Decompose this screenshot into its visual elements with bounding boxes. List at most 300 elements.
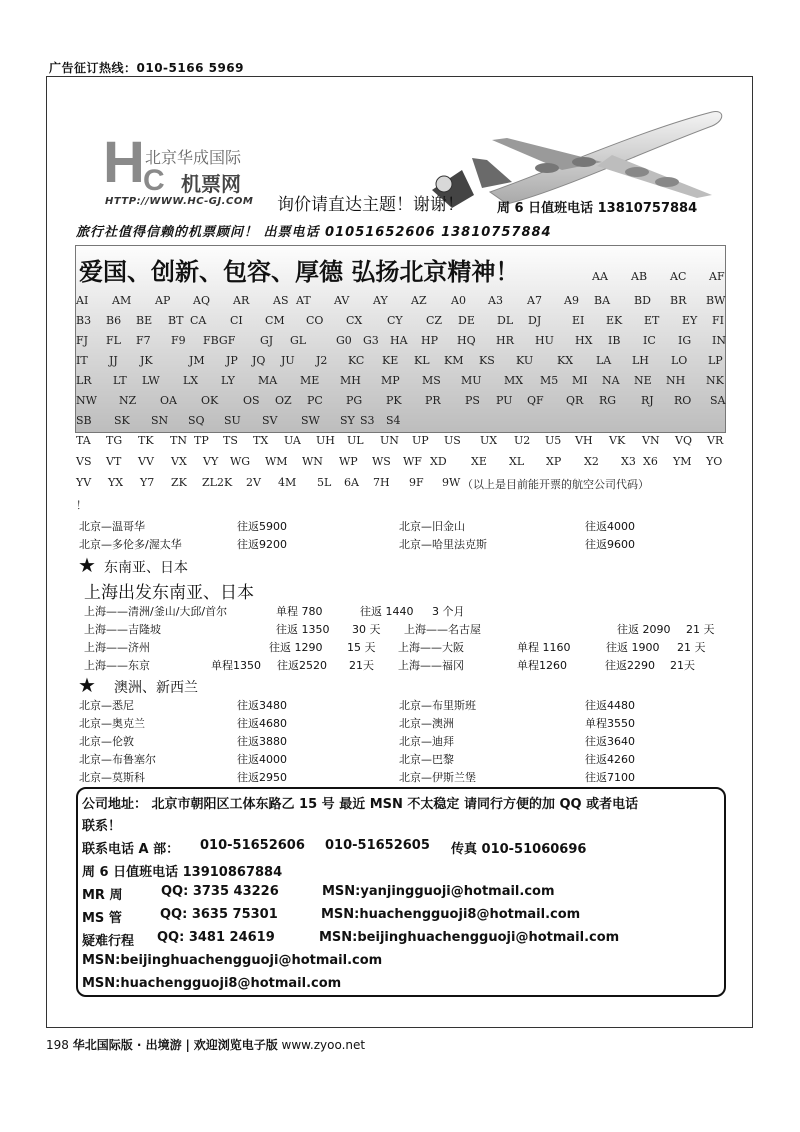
airline-code: HX [575, 334, 593, 347]
airline-code: JQ [252, 354, 266, 367]
airline-code: OS [243, 394, 260, 407]
airline-code: ME [300, 374, 320, 387]
route-validity: 15 天 [347, 641, 376, 654]
airline-code: PK [386, 394, 402, 407]
route-row [0, 639, 800, 657]
airline-code: SV [262, 414, 278, 427]
airline-code: RJ [641, 394, 654, 407]
airline-code: CO [306, 314, 324, 327]
airline-code: UH [316, 434, 335, 447]
airline-code: OZ [275, 394, 292, 407]
route-price: 往返 1440 [360, 605, 414, 618]
airline-code: G3 [363, 334, 379, 347]
airline-code: LY [221, 374, 235, 387]
airline-code: FJ [76, 334, 89, 347]
contact-person [82, 884, 722, 902]
route-price: 往返4260 [585, 753, 635, 766]
airline-code: LX [183, 374, 199, 387]
airline-code: X6 [643, 455, 658, 468]
airline-code: BE [136, 314, 153, 327]
airline-code: A9 [564, 294, 579, 307]
airline-code: LR [76, 374, 92, 387]
airline-code: NW [76, 394, 97, 407]
airline-code: PR [425, 394, 441, 407]
airline-code: BD [634, 294, 651, 307]
person-name: MS 管 [82, 911, 122, 926]
airline-code: AQ [193, 294, 210, 307]
welcome-text: 欢迎浏览电子版 [193, 1038, 278, 1052]
airline-code: WG [230, 455, 251, 468]
route-validity: 30 天 [352, 623, 381, 636]
airline-code: IG [678, 334, 692, 347]
airline-code: FL [106, 334, 121, 347]
airline-code: AF [709, 270, 725, 283]
route-price: 往返9200 [237, 538, 287, 551]
airline-code: XP [546, 455, 562, 468]
airline-code: S4 [386, 414, 401, 427]
airline-code: OK [201, 394, 219, 407]
section-title: 澳洲、新西兰 [114, 680, 198, 696]
airline-code: JJ [109, 354, 118, 367]
route-price: 往返 1290 [269, 641, 323, 654]
airline-code: AV [334, 294, 350, 307]
person-qq: QQ: 3635 75301 [160, 907, 278, 922]
airline-code: 2V [246, 476, 261, 489]
logo-company-name: 北京华成国际 [145, 148, 242, 167]
airline-code: MI [572, 374, 588, 387]
route-price: 往返3880 [237, 735, 287, 748]
airline-code: A3 [488, 294, 503, 307]
route-name: 北京—旧金山 [399, 520, 465, 533]
star-icon: ★ [78, 673, 96, 697]
airline-code: LO [671, 354, 688, 367]
airline-code: QR [566, 394, 584, 407]
airline-code: VX [171, 455, 187, 468]
airline-code: VT [106, 455, 122, 468]
person-name: MR 周 [82, 888, 123, 903]
person-qq: QQ: 3481 24619 [157, 930, 275, 945]
airline-code: J2 [316, 354, 328, 367]
airline-code: WN [302, 455, 323, 468]
route-name: 北京—多伦多/渥太华 [79, 538, 182, 551]
route-price: 往返2520 [277, 659, 327, 672]
airline-code: YM [673, 455, 692, 468]
airline-code: AM [112, 294, 132, 307]
airline-code: YX [108, 476, 124, 489]
airline-code: UL [347, 434, 364, 447]
airline-code: B6 [106, 314, 122, 327]
airline-code: CA [190, 314, 207, 327]
logo-letter-h: H [103, 130, 145, 195]
airline-code: ET [644, 314, 660, 327]
route-oneway: 单程 780 [276, 605, 323, 618]
airline-code: SN [151, 414, 169, 427]
airline-code: KC [348, 354, 365, 367]
airline-code: MX [504, 374, 524, 387]
code-row-2 [76, 314, 727, 332]
code-row-0 [76, 270, 727, 288]
airline-code: MP [381, 374, 400, 387]
contact-person [82, 907, 722, 925]
airline-code: UP [412, 434, 429, 447]
airline-code: IT [76, 354, 88, 367]
airline-code: TP [194, 434, 209, 447]
footer-separator: | [185, 1038, 190, 1052]
page-footer [46, 1036, 365, 1053]
airline-code: SY [340, 414, 355, 427]
airline-code: VQ [675, 434, 692, 447]
code-row-4 [76, 354, 727, 372]
airline-code: TK [138, 434, 154, 447]
person-msn: MSN:yanjingguoji@hotmail.com [322, 884, 555, 899]
route-name: 北京—悉尼 [79, 699, 134, 712]
route-row [0, 536, 800, 554]
weekend-phone-contact: 周 6 日值班电话 13910867884 [82, 865, 283, 880]
airline-code: IN [712, 334, 726, 347]
airline-code: SB [76, 414, 92, 427]
airline-code: TX [253, 434, 269, 447]
route-row [0, 603, 800, 621]
route-name: 上海——济州 [84, 641, 150, 654]
route-price: 往返7100 [585, 771, 635, 784]
airline-code: OA [160, 394, 177, 407]
route-price: 往返5900 [237, 520, 287, 533]
airline-code: S3 [360, 414, 375, 427]
airline-code: KM [444, 354, 464, 367]
code-row-7 [76, 414, 727, 432]
airline-code: VS [76, 455, 92, 468]
route-price: 往返2950 [237, 771, 287, 784]
airline-code: VR [707, 434, 724, 447]
airline-code: NZ [119, 394, 137, 407]
route-oneway: 单程1260 [517, 659, 567, 672]
airline-code: TS [223, 434, 238, 447]
route-price: 往返3640 [585, 735, 635, 748]
airline-code: AP [155, 294, 171, 307]
airline-code: U2 [514, 434, 531, 447]
route-price: 往返4480 [585, 699, 635, 712]
page-number: 198 [46, 1038, 69, 1052]
airline-code: SU [224, 414, 241, 427]
airline-code: CY [387, 314, 403, 327]
route-name: 北京—温哥华 [79, 520, 145, 533]
airline-code: LA [596, 354, 612, 367]
route-price: 往返4000 [585, 520, 635, 533]
airline-code: F7 [136, 334, 151, 347]
route-name: 上海——清洲/釜山/大邱/首尔 [84, 605, 228, 618]
airline-code: MH [340, 374, 361, 387]
airline-code: 9F [409, 476, 424, 489]
airline-code: IC [643, 334, 656, 347]
inquiry-text: 询价请直达主题！谢谢！ [277, 195, 464, 215]
company-address-cont: 联系！ [82, 819, 122, 834]
airline-code: VV [138, 455, 154, 468]
airline-code: PG [346, 394, 363, 407]
route-price: 往返 2090 [617, 623, 671, 636]
airline-code: SW [301, 414, 320, 427]
route-row [0, 697, 800, 715]
route-name: 北京—奥克兰 [79, 717, 145, 730]
phone-number: 010-51652606 [200, 838, 305, 853]
airline-code: XE [471, 455, 487, 468]
airline-code: PS [465, 394, 480, 407]
logo-url: HTTP://WWW.HC-GJ.COM [105, 196, 254, 207]
airline-code: NE [634, 374, 652, 387]
airline-code: PC [307, 394, 323, 407]
route-price: 往返3480 [237, 699, 287, 712]
msn-extra: MSN:beijinghuachengguoji@hotmail.com [82, 953, 383, 968]
airline-code: DJ [528, 314, 542, 327]
route-name: 北京—哈里法克斯 [399, 538, 487, 551]
route-price: 往返4000 [237, 753, 287, 766]
logo-site-name: 机票网 [181, 172, 241, 196]
route-row [0, 751, 800, 769]
airline-code: AZ [411, 294, 427, 307]
slogan: 旅行社值得信赖的机票顾问！ 出票电话 01051652606 13810757884 [76, 225, 552, 240]
contact-person [82, 930, 722, 948]
airline-code: LH [632, 354, 649, 367]
route-name: 上海——名古屋 [404, 623, 481, 636]
airline-code: KX [557, 354, 574, 367]
airline-code: TG [106, 434, 123, 447]
person-msn: MSN:huachengguoji8@hotmail.com [321, 907, 581, 922]
airline-code: BW [706, 294, 726, 307]
airline-code: CM [265, 314, 285, 327]
airline-code: HP [421, 334, 438, 347]
route-name: 北京—莫斯科 [79, 771, 145, 784]
airline-code: JK [140, 354, 153, 367]
footer-url[interactable]: www.zyoo.net [281, 1038, 366, 1052]
airline-code: UX [480, 434, 498, 447]
airline-code: AA [592, 270, 608, 283]
airline-code: EK [606, 314, 623, 327]
airline-code: AS [273, 294, 289, 307]
route-validity: 21 天 [686, 623, 715, 636]
route-row [0, 657, 800, 675]
route-validity: 21 天 [677, 641, 706, 654]
route-validity: 21天 [349, 659, 374, 672]
code-row-3 [76, 334, 727, 352]
airline-code: U5 [545, 434, 562, 447]
airline-code: TA [76, 434, 91, 447]
headline: 爱国、创新、包容、厚德 弘扬北京精神！ [79, 257, 520, 286]
airline-code: WS [372, 455, 391, 468]
airline-code: HU [535, 334, 554, 347]
airline-code: GJ [260, 334, 274, 347]
route-validity: 3 个月 [432, 605, 465, 618]
airline-code: 9W [442, 476, 461, 489]
airline-code: BR [670, 294, 687, 307]
codes-note-end: ！ [76, 499, 87, 512]
airline-code: CI [230, 314, 243, 327]
airline-code: KU [516, 354, 534, 367]
airline-code: US [444, 434, 461, 447]
airline-code: PU [496, 394, 513, 407]
airline-code: XD [430, 455, 447, 468]
airline-code: MU [461, 374, 482, 387]
route-price: 往返 1900 [606, 641, 660, 654]
airline-code: AB [631, 270, 648, 283]
airline-code: UN [380, 434, 399, 447]
airline-code: YV [76, 476, 92, 489]
airline-code: HR [496, 334, 514, 347]
airline-code: JP [226, 354, 238, 367]
code-row-9 [76, 455, 727, 473]
ad-hotline: 广告征订热线：010-5166 5969 [49, 61, 245, 75]
company-address: 公司地址： 北京市朝阳区工体东路乙 15 号 最近 MSN 不太稳定 请同行方便的加 QQ 或者电话 [82, 797, 639, 812]
route-name: 北京—巴黎 [399, 753, 454, 766]
airline-code: NA [602, 374, 620, 387]
airline-code: KS [479, 354, 495, 367]
airline-code: WF [403, 455, 422, 468]
person-msn: MSN:beijinghuachengguoji@hotmail.com [319, 930, 620, 945]
route-name: 上海——大阪 [398, 641, 464, 654]
phone-label: 联系电话 A 部： [82, 842, 180, 857]
route-name: 北京—迪拜 [399, 735, 454, 748]
airline-code: X3 [621, 455, 636, 468]
section-anz [0, 673, 800, 697]
airline-code: MS [422, 374, 441, 387]
airline-code: ZL2K [202, 476, 233, 489]
airline-code: KE [382, 354, 399, 367]
airline-code: 5L [317, 476, 332, 489]
person-name: 疑难行程 [82, 934, 135, 949]
route-price: 单程3550 [585, 717, 635, 730]
route-row [0, 733, 800, 751]
airline-code: SA [710, 394, 726, 407]
airline-code: WP [339, 455, 358, 468]
code-row-8 [76, 434, 727, 452]
airline-code: G0 [336, 334, 352, 347]
airline-code: LW [142, 374, 160, 387]
code-row-5 [76, 374, 727, 392]
airline-code: AY [373, 294, 388, 307]
airline-code: IB [608, 334, 621, 347]
airline-code: 6A [344, 476, 359, 489]
airline-code: NH [666, 374, 686, 387]
phone-number: 010-51652605 [325, 838, 430, 853]
publication-name: 华北国际版 · 出境游 [72, 1038, 182, 1052]
airline-code: XL [509, 455, 525, 468]
route-name: 北京—澳洲 [399, 717, 454, 730]
airline-code: FI [712, 314, 724, 327]
route-validity: 21天 [670, 659, 695, 672]
section-sea [0, 553, 800, 577]
route-price: 往返9600 [585, 538, 635, 551]
airline-code: B3 [76, 314, 92, 327]
airline-code: RO [674, 394, 692, 407]
codes-note: （以上是目前能开票的航空公司代码） [462, 478, 649, 491]
airline-code: CX [346, 314, 363, 327]
airline-code: EY [682, 314, 698, 327]
route-row [0, 621, 800, 639]
route-name: 北京—伦敦 [79, 735, 134, 748]
route-row [0, 769, 800, 787]
airline-code: M5 [540, 374, 559, 387]
msn-extra: MSN:huachengguoji8@hotmail.com [82, 976, 342, 991]
airline-code: VY [203, 455, 219, 468]
airline-code: QF [527, 394, 544, 407]
airline-code: 4M [278, 476, 297, 489]
airline-code: WM [265, 455, 288, 468]
airline-code: BA [594, 294, 611, 307]
route-oneway: 单程 1160 [517, 641, 571, 654]
fax-number: 传真 010-51060696 [451, 842, 587, 857]
airline-code: SK [114, 414, 130, 427]
airline-code: AR [233, 294, 250, 307]
airline-code: JU [281, 354, 295, 367]
airline-code: YO [706, 455, 723, 468]
airline-code: EI [572, 314, 585, 327]
airline-code: UA [284, 434, 301, 447]
airline-code: VH [575, 434, 593, 447]
airline-code: F9 [171, 334, 186, 347]
airline-code: LT [113, 374, 127, 387]
airline-code: CZ [426, 314, 443, 327]
airline-code: HQ [457, 334, 476, 347]
airline-code: NK [706, 374, 724, 387]
airline-code: TN [170, 434, 187, 447]
airline-code: A0 [451, 294, 466, 307]
airline-code: A7 [527, 294, 542, 307]
shanghai-title: 上海出发东南亚、日本 [84, 583, 254, 603]
route-name: 北京—伊斯兰堡 [399, 771, 476, 784]
airline-code: 7H [373, 476, 390, 489]
airline-code: X2 [584, 455, 599, 468]
route-name: 上海——吉隆坡 [84, 623, 161, 636]
airline-code: KL [414, 354, 430, 367]
airline-code: DL [497, 314, 514, 327]
airline-code: RG [599, 394, 617, 407]
code-row-6 [76, 394, 727, 412]
weekend-phone: 周 6 日值班电话 13810757884 [497, 201, 698, 216]
airline-code: BT [168, 314, 184, 327]
logo-letter-c: C [143, 164, 165, 197]
airline-code: DE [458, 314, 475, 327]
route-name: 北京—布鲁塞尔 [79, 753, 156, 766]
code-row-1 [76, 294, 727, 312]
phone-line [82, 838, 722, 856]
route-row [0, 518, 800, 536]
airline-code: AT [296, 294, 311, 307]
route-oneway: 单程1350 [211, 659, 261, 672]
airline-code: AC [670, 270, 687, 283]
airline-code: MA [258, 374, 278, 387]
airline-code: ZK [171, 476, 187, 489]
airline-code: VK [609, 434, 626, 447]
route-price: 往返2290 [605, 659, 655, 672]
airline-code: HA [390, 334, 408, 347]
route-name: 上海——东京 [84, 659, 150, 672]
route-name: 北京—布里斯班 [399, 699, 476, 712]
airline-code: LP [708, 354, 723, 367]
route-row [0, 715, 800, 733]
airline-code: FBGF [203, 334, 236, 347]
person-qq: QQ: 3735 43226 [161, 884, 279, 899]
route-name: 上海——福冈 [398, 659, 464, 672]
airline-code: Y7 [140, 476, 155, 489]
route-price: 往返4680 [237, 717, 287, 730]
section-title: 东南亚、日本 [104, 560, 188, 576]
route-price: 往返 1350 [276, 623, 330, 636]
airline-code: AI [76, 294, 89, 307]
airline-code: JM [189, 354, 205, 367]
code-row-10 [76, 476, 727, 494]
star-icon: ★ [78, 553, 96, 577]
airline-code: SQ [188, 414, 205, 427]
airline-code: VN [642, 434, 660, 447]
airline-code: GL [290, 334, 307, 347]
